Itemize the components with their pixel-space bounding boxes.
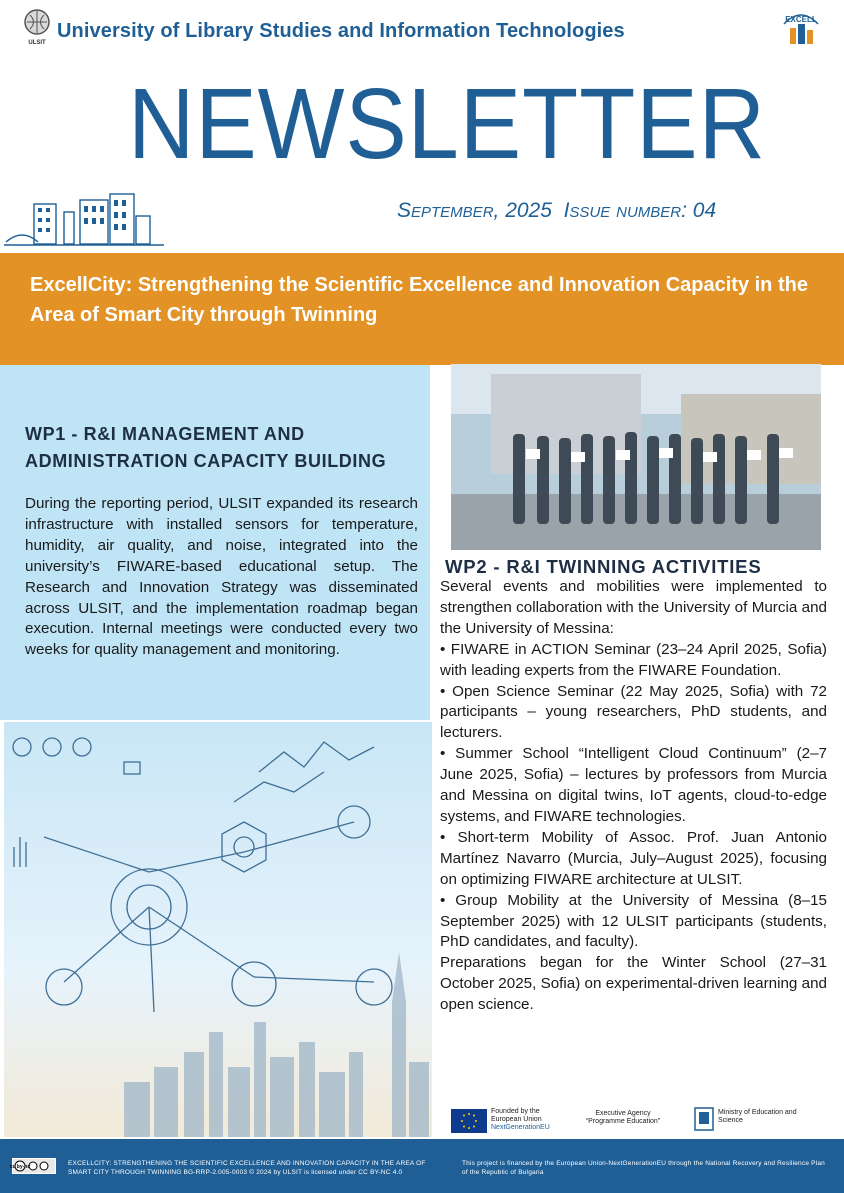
license-text: EXCELLCITY: STRENGTHENING THE SCIENTIFIC EXCELLENCE AND INNOVATION CAPACITY IN THE AREA OF SMART CITY THROUGH TWINNING BG-RRP-2.005-0003 © 2024 by ULSIT is licensed under CC BY-NC 4.0 <box>68 1160 426 1176</box>
eu-line: Founded by the <box>491 1108 540 1115</box>
project-banner-text: ExcellCity: Strengthening the Scientific Excellence and Innovation Capacity in the Area of Smart City through Twinning <box>30 274 808 326</box>
newsletter-title: NEWSLETTER <box>128 68 766 180</box>
funding-statement: This project is financed by the European Union-NextGenerationEU through the National Recovery and Resilience Plan of the Republic of Bulgaria <box>462 1160 825 1176</box>
wp1-body-text: During the reporting period, ULSIT expanded its research infrastructure with installed sensors for temperature, humidity, air quality, and noise, integrated into the university’s FIWARE-based educational setup. The Research and Innovation Strategy was disseminated across ULSIT, and the implementation roadmap began execution. Internal meetings were conducted every two weeks for quality management and monitoring. <box>25 495 418 659</box>
eu-line: NextGenerationEU <box>491 1124 550 1131</box>
agency-line: “Programme Education” <box>585 1118 661 1125</box>
wp1-heading: WP1 - R&I MANAGEMENT AND ADMINISTRATION CAPACITY BUILDING <box>25 424 387 471</box>
university-name: University of Library Studies and Information Technologies <box>57 20 625 42</box>
wp2-heading: WP2 - R&I TWINNING ACTIVITIES <box>445 556 762 577</box>
wp2-item: • Short-term Mobility of Assoc. Prof. Juan Antonio Martínez Navarro (Murcia, July–August 2025), focusing on optimizing FIWARE architecture at ULSIT. <box>440 828 827 888</box>
eu-flag-icon <box>451 1109 487 1133</box>
ulsit-logo-label: ULSIT <box>28 40 46 46</box>
issue-line <box>397 199 716 223</box>
wp2-closing: Preparations began for the Winter School (27–31 October 2025, Sofia) on experimental-driven learning and open science. <box>440 954 827 1014</box>
ulsit-logo-icon <box>22 8 52 46</box>
excellcity-logo-icon <box>776 8 826 46</box>
wp2-item: • Open Science Seminar (22 May 2025, Sofia) with 72 participants – young researchers, PhD students, and lecturers. <box>440 682 827 742</box>
wp2-item: • FIWARE in ACTION Seminar (23–24 April 2025, Sofia) with leading experts from the FIWARE Foundation. <box>440 640 827 679</box>
group-photo-image <box>451 364 821 550</box>
ministry-line: Science <box>718 1117 743 1124</box>
eu-funding-label <box>491 1108 550 1132</box>
wp2-intro: Several events and mobilities were implemented to strengthen collaboration with the University of Murcia and the University of Messina: <box>440 578 827 637</box>
excell-logo-label: EXCELL <box>785 15 817 24</box>
cc-badge-label: cc by-nc <box>9 1164 31 1170</box>
issue-number: 04 <box>692 199 717 222</box>
eu-line: European Union <box>491 1116 542 1123</box>
agency-label <box>578 1110 668 1126</box>
wp2-item: • Summer School “Intelligent Cloud Continuum” (2–7 June 2025, Sofia) – lectures by professors from Murcia and Messina on digital twins, IoT agents, cloud-to-edge systems, and FIWARE technologies. <box>440 745 827 825</box>
ministry-line: Ministry of Education and <box>718 1109 797 1116</box>
issue-label: Issue number: <box>563 199 687 222</box>
agency-line: Executive Agency <box>595 1110 651 1117</box>
ministry-crest-icon <box>694 1107 714 1131</box>
cc-license-icon <box>9 1158 56 1174</box>
issue-date: September, 2025 <box>397 199 552 222</box>
wp2-item: • Group Mobility at the University of Messina (8–15 September 2025) with 12 ULSIT participants (students, PhD candidates, and faculty). <box>440 891 827 951</box>
city-skyline-icon <box>4 190 164 248</box>
wp2-body-text <box>440 577 827 1016</box>
smart-city-network-image <box>4 722 432 1137</box>
ministry-label <box>718 1109 818 1125</box>
